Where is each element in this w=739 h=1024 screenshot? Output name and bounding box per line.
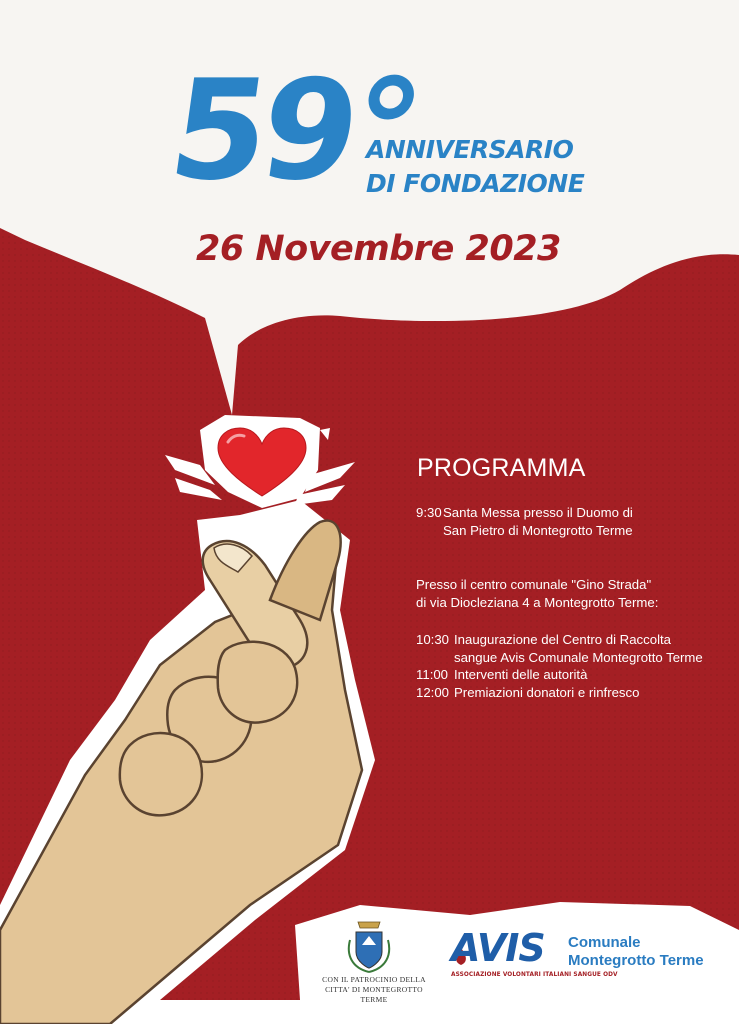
item-time: 10:30 bbox=[416, 632, 450, 647]
anniversary-line1: ANNIVERSARIO bbox=[366, 135, 574, 164]
programma-title: PROGRAMMA bbox=[417, 454, 586, 482]
programma-item bbox=[416, 666, 716, 684]
organization-line1: Comunale bbox=[568, 934, 641, 951]
item-text-line1: Inaugurazione del Centro di Raccolta bbox=[454, 632, 671, 647]
patronage-line2: CITTA' DI MONTEGROTTO TERME bbox=[325, 985, 423, 1004]
item-time: 9:30 bbox=[416, 505, 442, 520]
patronage-text bbox=[312, 975, 436, 1005]
programma-item bbox=[416, 504, 716, 539]
item-time: 12:00 bbox=[416, 684, 450, 700]
item-text-line2: sangue Avis Comunale Montegrotto Terme bbox=[454, 649, 703, 665]
programma-item bbox=[416, 684, 716, 702]
anniversary-number: 59° bbox=[160, 50, 427, 211]
item-time: 11:00 bbox=[416, 667, 449, 682]
location-line2: di via Diocleziana 4 a Montegrotto Terme: bbox=[416, 594, 659, 610]
anniversary-line2: DI FONDAZIONE bbox=[366, 169, 585, 198]
organization-name bbox=[568, 934, 704, 970]
patronage-line1: CON IL PATROCINIO DELLA bbox=[322, 975, 426, 984]
item-text: Interventi delle autorità bbox=[454, 667, 588, 682]
item-text bbox=[454, 631, 703, 666]
item-text: Premiazioni donatori e rinfresco bbox=[454, 684, 640, 700]
programma-item bbox=[416, 631, 716, 666]
location-text bbox=[416, 576, 716, 611]
anniversary-heading bbox=[366, 133, 584, 201]
item-text-line1: Santa Messa presso il Duomo di bbox=[443, 505, 633, 520]
organization-line2: Montegrotto Terme bbox=[568, 952, 704, 969]
item-text bbox=[443, 504, 633, 539]
event-date: 26 Novembre 2023 bbox=[196, 229, 561, 269]
avis-logo: AVIS bbox=[451, 926, 545, 970]
item-text-line2: San Pietro di Montegrotto Terme bbox=[443, 522, 633, 538]
programma-list bbox=[416, 504, 716, 701]
location-line1: Presso il centro comunale "Gino Strada" bbox=[416, 577, 652, 592]
avis-subtitle: ASSOCIAZIONE VOLONTARI ITALIANI SANGUE ODV bbox=[451, 972, 618, 978]
